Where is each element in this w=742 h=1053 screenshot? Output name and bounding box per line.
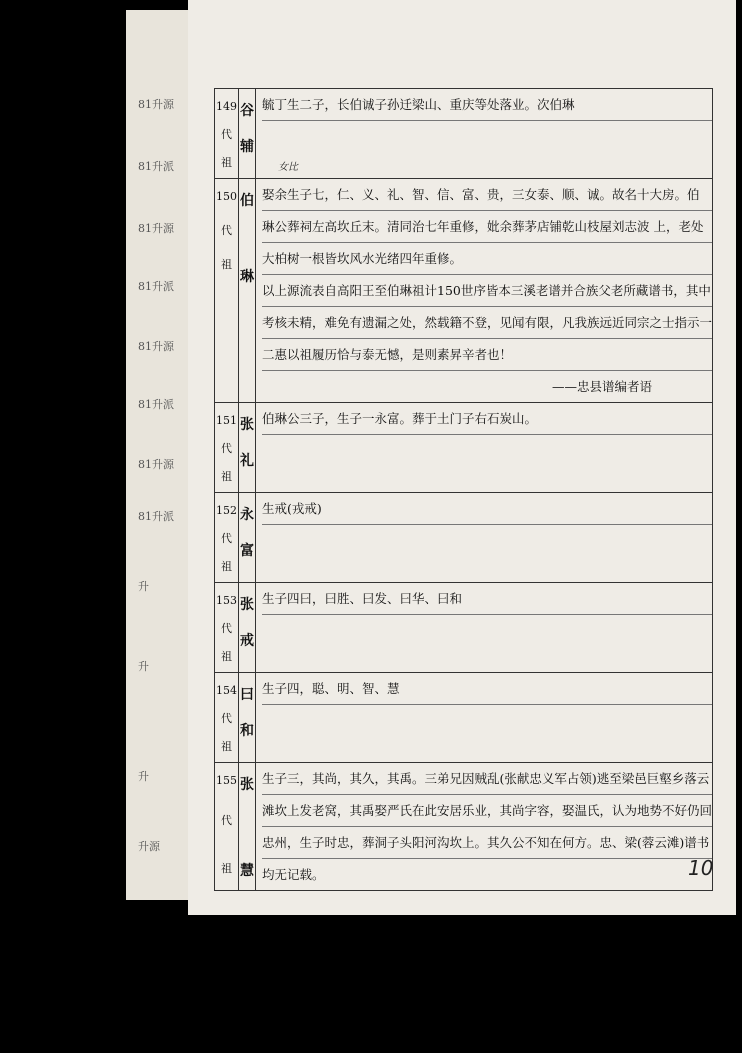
ancestor-name: 永 富: [239, 493, 256, 583]
text-line: 伯琳公三子，生子一永富。葬于土门子右石炭山。: [262, 403, 712, 435]
table-row: [215, 403, 713, 493]
entry-content: [256, 89, 713, 179]
generation-suffix: 祖: [221, 560, 232, 573]
generation-number: 151: [216, 414, 237, 427]
table-row: [215, 583, 713, 673]
text-line: 生戒(戎戒): [262, 493, 712, 525]
text-line: 琳公葬祠左高坎丘末。清同治七年重修，妣余葬茅店铺乾山枝屋刘志波 上，老处: [262, 211, 712, 243]
generation-cell: [215, 403, 239, 493]
ancestor-name: 曰 和: [239, 673, 256, 763]
generation-number: 154: [216, 684, 237, 697]
text-line: 生子四，聪、明、智、慧: [262, 673, 712, 705]
text-line: 以上源流表自高阳王至伯琳祖计150世序皆本三溪老谱并合族父老所藏谱书，其中: [262, 275, 712, 307]
text-line: ——忠县谱编者语: [552, 379, 653, 394]
ancestor-name: 伯 琳: [239, 179, 256, 403]
generation-number: 153: [216, 594, 237, 607]
entry-content: [256, 763, 713, 891]
table-row: [215, 763, 713, 891]
generation-number: 150: [216, 190, 237, 203]
previous-page-strip: [126, 10, 189, 900]
text-line: 生子四曰，曰胜、曰发、曰华、曰和: [262, 583, 712, 615]
margin-stub: 升: [138, 580, 149, 593]
entry-content: [256, 673, 713, 763]
margin-stub: 81升源: [138, 98, 174, 111]
generation-number: 149: [216, 100, 237, 113]
entry-content: [256, 583, 713, 673]
generation-suffix: 祖: [221, 156, 232, 169]
ancestor-name: 谷 辅: [239, 89, 256, 179]
generation-cell: [215, 89, 239, 179]
margin-stub: 81升派: [138, 398, 174, 411]
generation-unit: 代: [221, 622, 232, 635]
text-line: [262, 705, 712, 736]
margin-stub: 81升派: [138, 510, 174, 523]
text-line: 滩坎上发老窝，其禹娶严氏在此安居乐业，其尚字容，娶温氏，认为地势不好仍回: [262, 795, 712, 827]
margin-stub: 81升派: [138, 280, 174, 293]
generation-cell: [215, 583, 239, 673]
entry-content: [256, 403, 713, 493]
genealogy-table: [214, 88, 713, 891]
page-number: 10: [688, 856, 714, 880]
margin-stub: 81升源: [138, 340, 174, 353]
generation-number: 155: [216, 774, 237, 787]
entry-content: [256, 493, 713, 583]
handwritten-annotation: 女比: [278, 162, 298, 173]
generation-unit: 代: [221, 442, 232, 455]
entry-content: [256, 179, 713, 403]
generation-unit: 代: [221, 128, 232, 141]
generation-number: 152: [216, 504, 237, 517]
margin-stub: 81升源: [138, 222, 174, 235]
ancestor-name: 张 礼: [239, 403, 256, 493]
text-line: [262, 435, 712, 466]
generation-unit: 代: [221, 712, 232, 725]
margin-stub: 81升源: [138, 458, 174, 471]
margin-stub: 升: [138, 770, 149, 783]
margin-stub: 81升派: [138, 160, 174, 173]
text-line: 考核未精，难免有遗漏之处，然载籍不登，见闻有限，凡我族远近同宗之士指示一: [262, 307, 712, 339]
text-line: 娶余生子七，仁、义、礼、智、信、富、贵，三女泰、顺、诚。故名十大房。伯: [262, 179, 712, 211]
generation-suffix: 祖: [221, 740, 232, 753]
text-line: [262, 525, 712, 556]
margin-stub: 升: [138, 660, 149, 673]
generation-cell: [215, 179, 239, 403]
text-line: 忠州，生子时忠，葬洞子头阳河沟坎上。其久公不知在何方。忠、梁(蓉云滩)谱书: [262, 827, 712, 859]
text-line: 大柏树一根皆坎风水光绪四年重修。: [262, 243, 712, 275]
text-line: 生子三，其尚，其久，其禹。三弟兄因贼乱(张献忠义军占领)逃至梁邑巨壑乡落云: [262, 763, 712, 795]
table-row: [215, 493, 713, 583]
table-row: [215, 89, 713, 179]
generation-suffix: 祖: [221, 650, 232, 663]
text-line: [262, 615, 712, 646]
text-line: 毓丁生二子，长伯诚子孙迁梁山、重庆等处落业。次伯琳: [262, 89, 712, 121]
ancestor-name: 张 戒: [239, 583, 256, 673]
generation-unit: 代: [221, 532, 232, 545]
margin-stub: 升源: [138, 840, 160, 853]
generation-suffix: 祖: [221, 862, 232, 875]
ancestor-name: 张 慧: [239, 763, 256, 891]
generation-cell: [215, 673, 239, 763]
generation-suffix: 祖: [221, 258, 232, 271]
generation-unit: 代: [221, 224, 232, 237]
generation-cell: [215, 493, 239, 583]
table-row: [215, 673, 713, 763]
generation-cell: [215, 763, 239, 891]
text-line: 二惠以祖履历恰与泰无憾，是则素昇辛者也！: [262, 339, 712, 371]
generation-unit: 代: [221, 814, 232, 827]
table-row: [215, 179, 713, 403]
generation-suffix: 祖: [221, 470, 232, 483]
text-line: 均无记载。: [262, 867, 325, 882]
text-line: [262, 121, 712, 152]
